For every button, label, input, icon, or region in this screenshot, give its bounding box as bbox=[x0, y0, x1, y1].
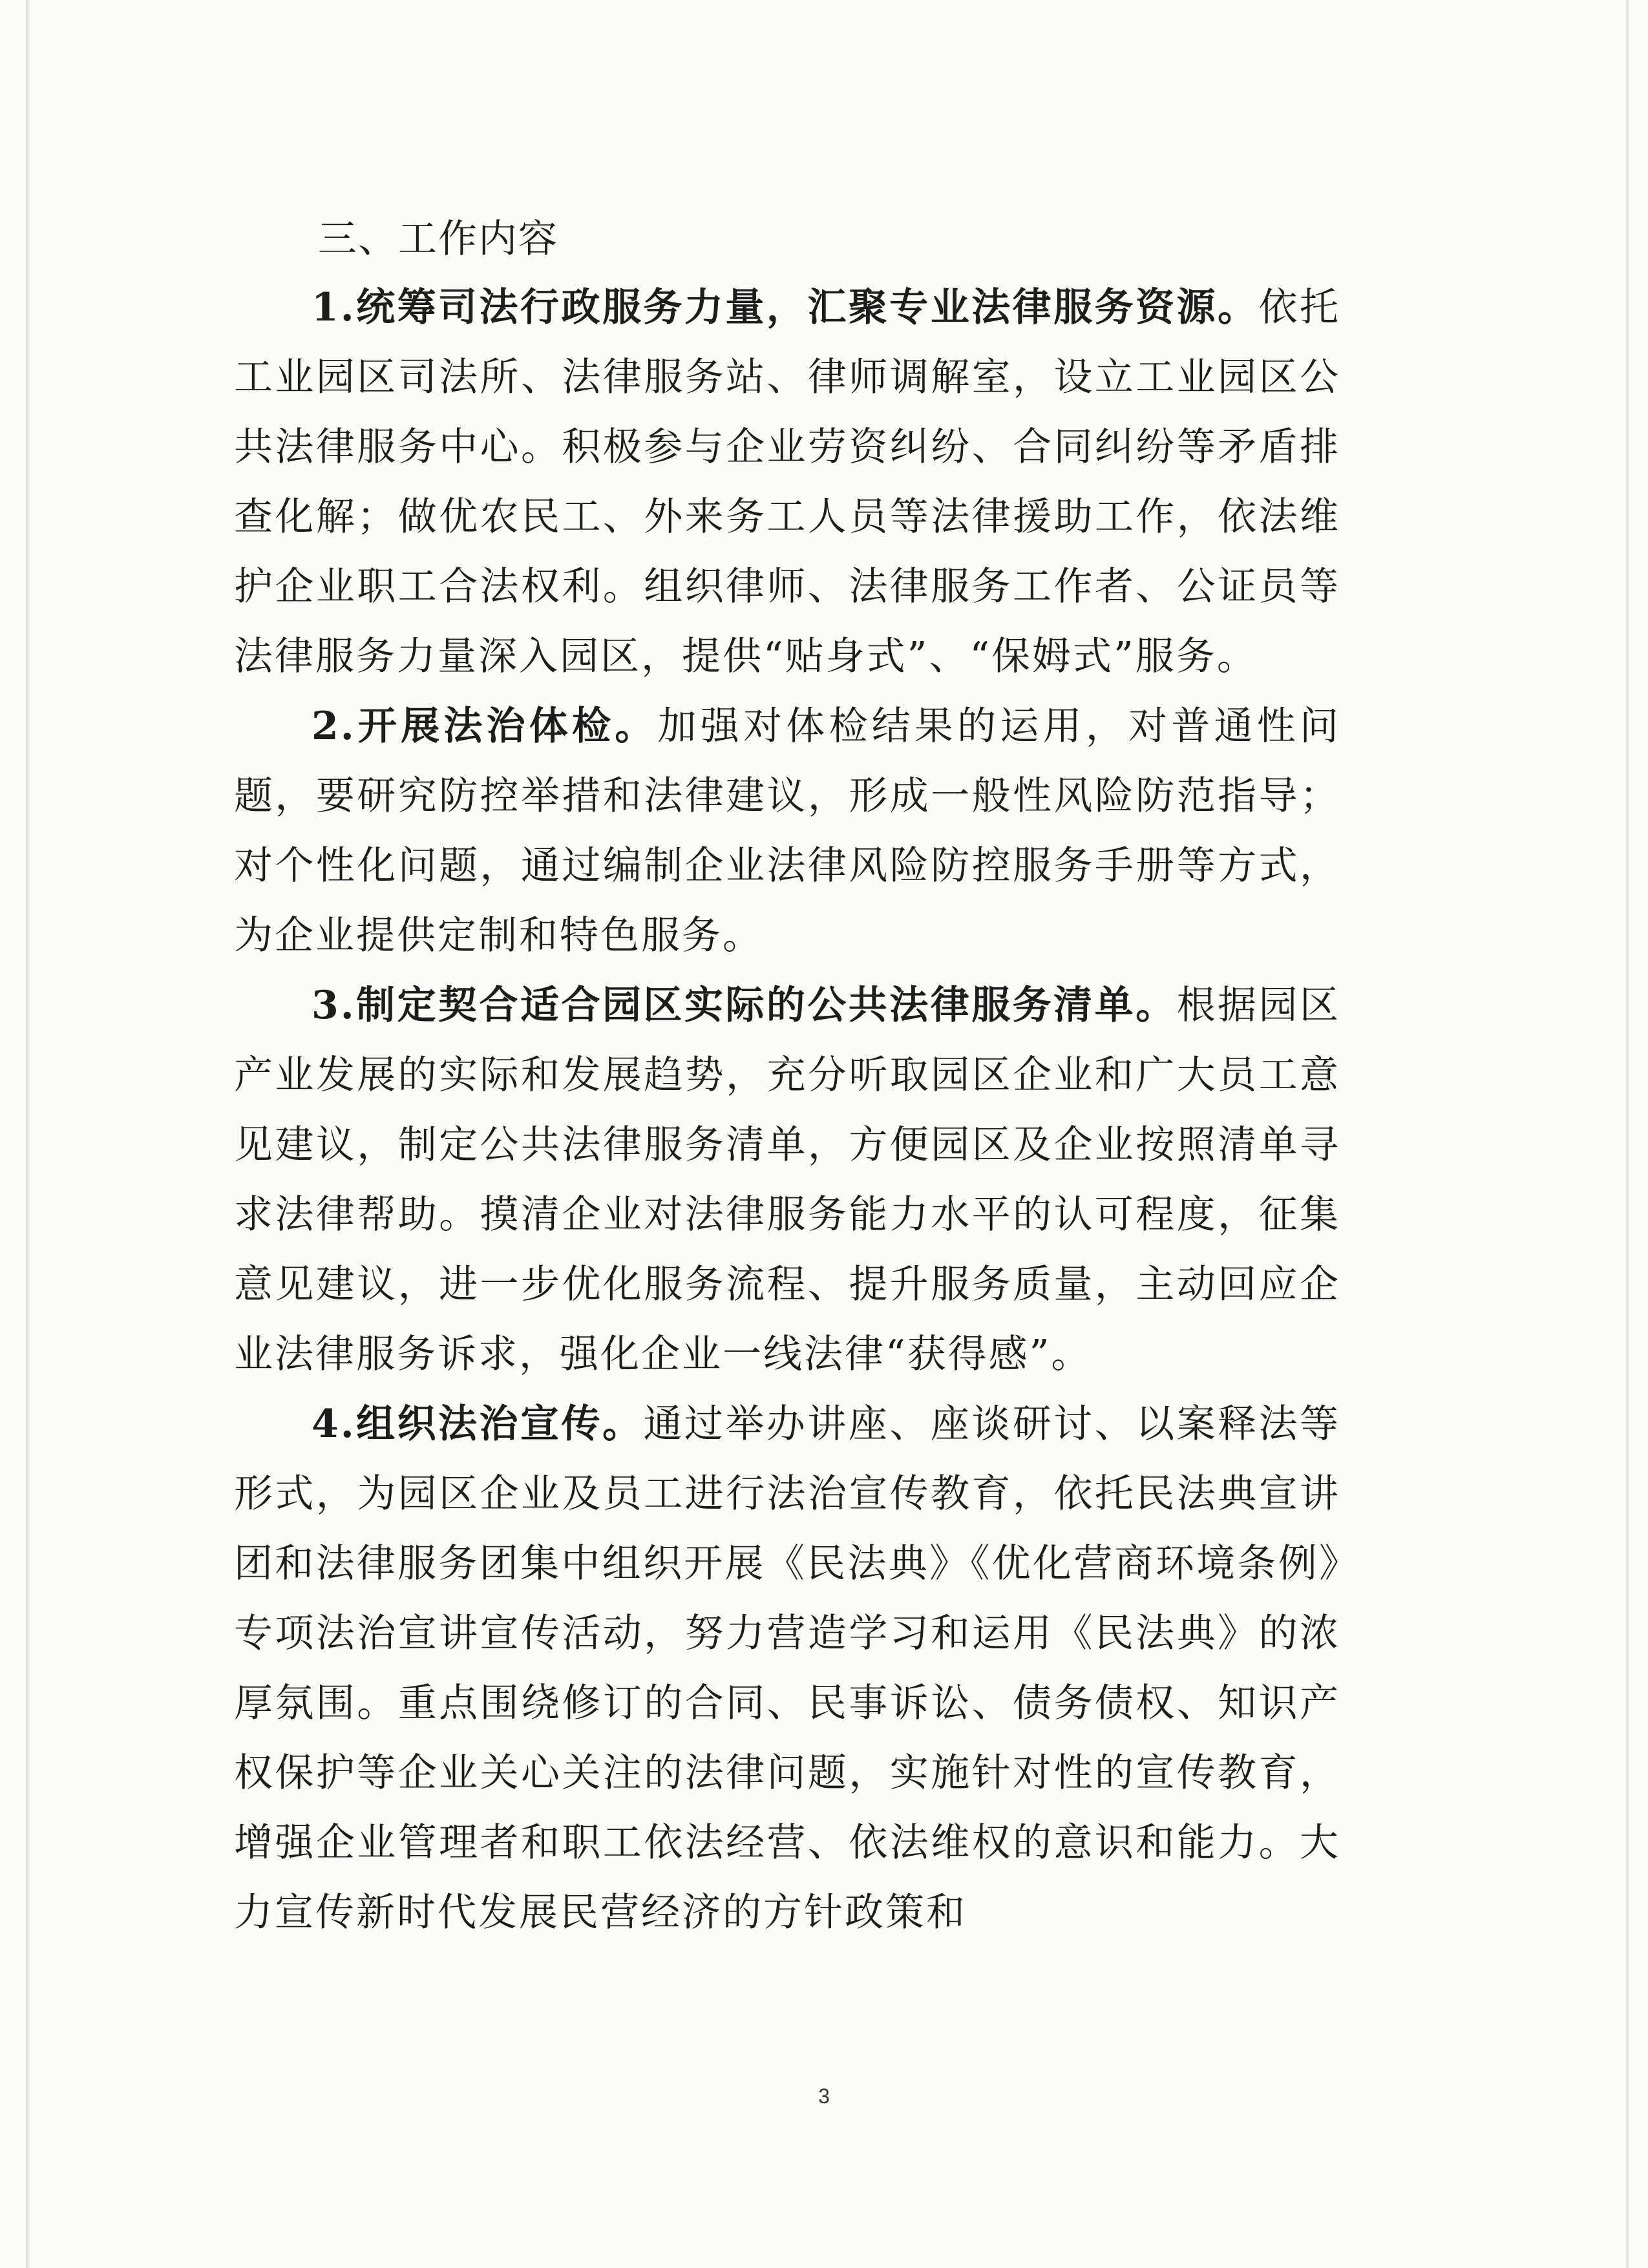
paragraph-4 bbox=[234, 1389, 1340, 1948]
paragraph-text: 根据园区产业发展的实际和发展趋势，充分听取园区企业和广大员工意见建议，制定公共法律服务清单，方便园区及企业按照清单寻求法律帮助。摸清企业对法律服务能力水平的认可程度，征集意见建议，进一步优化服务流程、提升服务质量，主动回应企业法律服务诉求，强化企业一线法律“获得感”。 bbox=[234, 983, 1340, 1377]
section-heading: 三、工作内容 bbox=[318, 216, 558, 262]
paragraph-text: 依托工业园区司法所、法律服务站、律师调解室，设立工业园区公共法律服务中心。积极参与企业劳资纠纷、合同纠纷等矛盾排查化解；做优农民工、外来务工人员等法律援助工作，依法维护企业职工合法权利。组织律师、法律服务工作者、公证员等法律服务力量深入园区，提供“贴身式”、“保姆式”服务。 bbox=[234, 285, 1341, 679]
paragraph-lead: 4.组织法治宣传。 bbox=[312, 1402, 644, 1447]
document-body bbox=[234, 205, 1340, 1948]
paragraph-3 bbox=[234, 971, 1340, 1389]
paragraph-text: 通过举办讲座、座谈研讨、以案释法等形式，为园区企业及员工进行法治宣传教育，依托民法典宣讲团和法律服务团集中组织开展《民法典》《优化营商环境条例》专项法治宣讲宣传活动，努力营造学习和运用《民法典》的浓厚氛围。重点围绕修订的合同、民事诉讼、债务债权、知识产权保护等企业关心关注的法律问题，实施针对性的宣传教育，增强企业管理者和职工依法经营、依法维权的意识和能力。大力宣传新时代发展民营经济的方针政策和 bbox=[234, 1402, 1341, 1935]
paragraph-lead: 3.制定契合适合园区实际的公共法律服务清单。 bbox=[312, 983, 1177, 1028]
paragraph-lead: 1.统筹司法行政服务力量，汇聚专业法律服务资源。 bbox=[312, 285, 1259, 330]
paragraph-lead: 2.开展法治体检。 bbox=[312, 704, 658, 749]
scan-edge-left bbox=[26, 0, 30, 2268]
paragraph-1 bbox=[234, 273, 1340, 691]
scan-edge-right bbox=[1626, 0, 1629, 2268]
page-number: 3 bbox=[818, 2084, 830, 2108]
paragraph-2 bbox=[234, 691, 1340, 971]
paragraph-text: 加强对体检结果的运用，对普通性问题，要研究防控举措和法律建议，形成一般性风险防范指导；对个性化问题，通过编制企业法律风险防控服务手册等方式，为企业提供定制和特色服务。 bbox=[234, 704, 1341, 958]
